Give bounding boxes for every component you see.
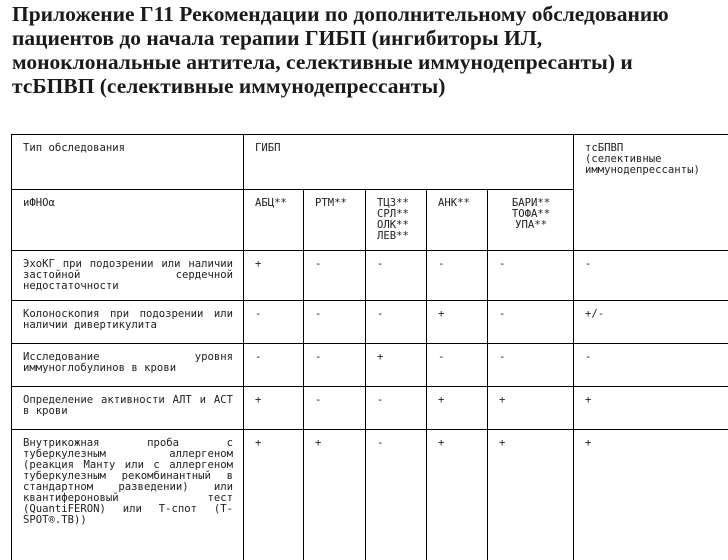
- subheader-bari-cell: [488, 190, 574, 251]
- row-label: Исследование уровня иммуноглобулинов в крови: [12, 344, 244, 387]
- cell-tsbpvp: +: [574, 387, 728, 430]
- subheader-bari: БАРИ** ТОФА** УПА**: [511, 197, 551, 231]
- subheader-tcz: ТЦЗ** СРЛ** ОЛК** ЛЕВ**: [366, 190, 427, 251]
- cell-tcz: -: [366, 301, 427, 344]
- cell-ank: +: [427, 387, 488, 430]
- table-header-row: [12, 135, 728, 190]
- header-exam-type: Тип обследования: [12, 135, 244, 190]
- cell-abc: -: [244, 301, 304, 344]
- cell-bari: +: [488, 387, 574, 430]
- cell-abc: +: [244, 251, 304, 301]
- heading-line-2: пациентов до начала терапии ГИБП (ингибиторы ИЛ,: [12, 26, 543, 50]
- subheader-ifno: иФНОα: [12, 190, 244, 251]
- cell-bari: -: [488, 301, 574, 344]
- table-row: [12, 387, 728, 430]
- page-heading: [12, 2, 718, 98]
- subheader-rtm: РТМ**: [304, 190, 366, 251]
- cell-tsbpvp: -: [574, 344, 728, 387]
- subheader-ank: АНК**: [427, 190, 488, 251]
- cell-tcz: +: [366, 344, 427, 387]
- cell-bari: +: [488, 430, 574, 560]
- cell-rtm: -: [304, 251, 366, 301]
- table-row: [12, 344, 728, 387]
- row-label: Колоноскопия при подозрении или наличии дивертикулита: [12, 301, 244, 344]
- cell-abc: +: [244, 430, 304, 560]
- row-label: Определение активности АЛТ и АСТ в крови: [12, 387, 244, 430]
- table-row: [12, 301, 728, 344]
- cell-rtm: -: [304, 301, 366, 344]
- cell-tcz: -: [366, 430, 427, 560]
- header-gibp: ГИБП: [244, 135, 574, 190]
- cell-rtm: -: [304, 344, 366, 387]
- table-row: [12, 430, 728, 560]
- heading-line-4: тсБПВП (селективные иммунодепрессанты): [12, 74, 446, 98]
- cell-tsbpvp: -: [574, 251, 728, 301]
- heading-line-1: Приложение Г11 Рекомендации по дополнительному обследованию: [12, 2, 669, 26]
- heading-line-3: моноклональные антитела, селективные иммунодепресанты) и: [12, 50, 633, 74]
- cell-ank: -: [427, 251, 488, 301]
- examination-table: [11, 134, 728, 560]
- cell-bari: -: [488, 251, 574, 301]
- cell-tsbpvp: +/-: [574, 301, 728, 344]
- cell-tcz: -: [366, 387, 427, 430]
- cell-abc: +: [244, 387, 304, 430]
- cell-ank: +: [427, 430, 488, 560]
- row-label: Внутрикожная проба с туберкулезным аллергеном (реакция Манту или с аллергеном туберкулезным рекомбинантный в стандартном разведении) или квантифероновый тест (QuantiFERON) или T-спот (T-SPOT®.TB)): [12, 430, 244, 560]
- table-row: [12, 251, 728, 301]
- subheader-abc: АБЦ**: [244, 190, 304, 251]
- cell-abc: -: [244, 344, 304, 387]
- header-tsbpvp: тсБПВП (селективные иммунодепрессанты): [574, 135, 728, 251]
- cell-bari: -: [488, 344, 574, 387]
- cell-rtm: +: [304, 430, 366, 560]
- cell-rtm: -: [304, 387, 366, 430]
- cell-ank: -: [427, 344, 488, 387]
- cell-tcz: -: [366, 251, 427, 301]
- row-label: ЭхоКГ при подозрении или наличии застойной сердечной недостаточности: [12, 251, 244, 301]
- cell-tsbpvp: +: [574, 430, 728, 560]
- cell-ank: +: [427, 301, 488, 344]
